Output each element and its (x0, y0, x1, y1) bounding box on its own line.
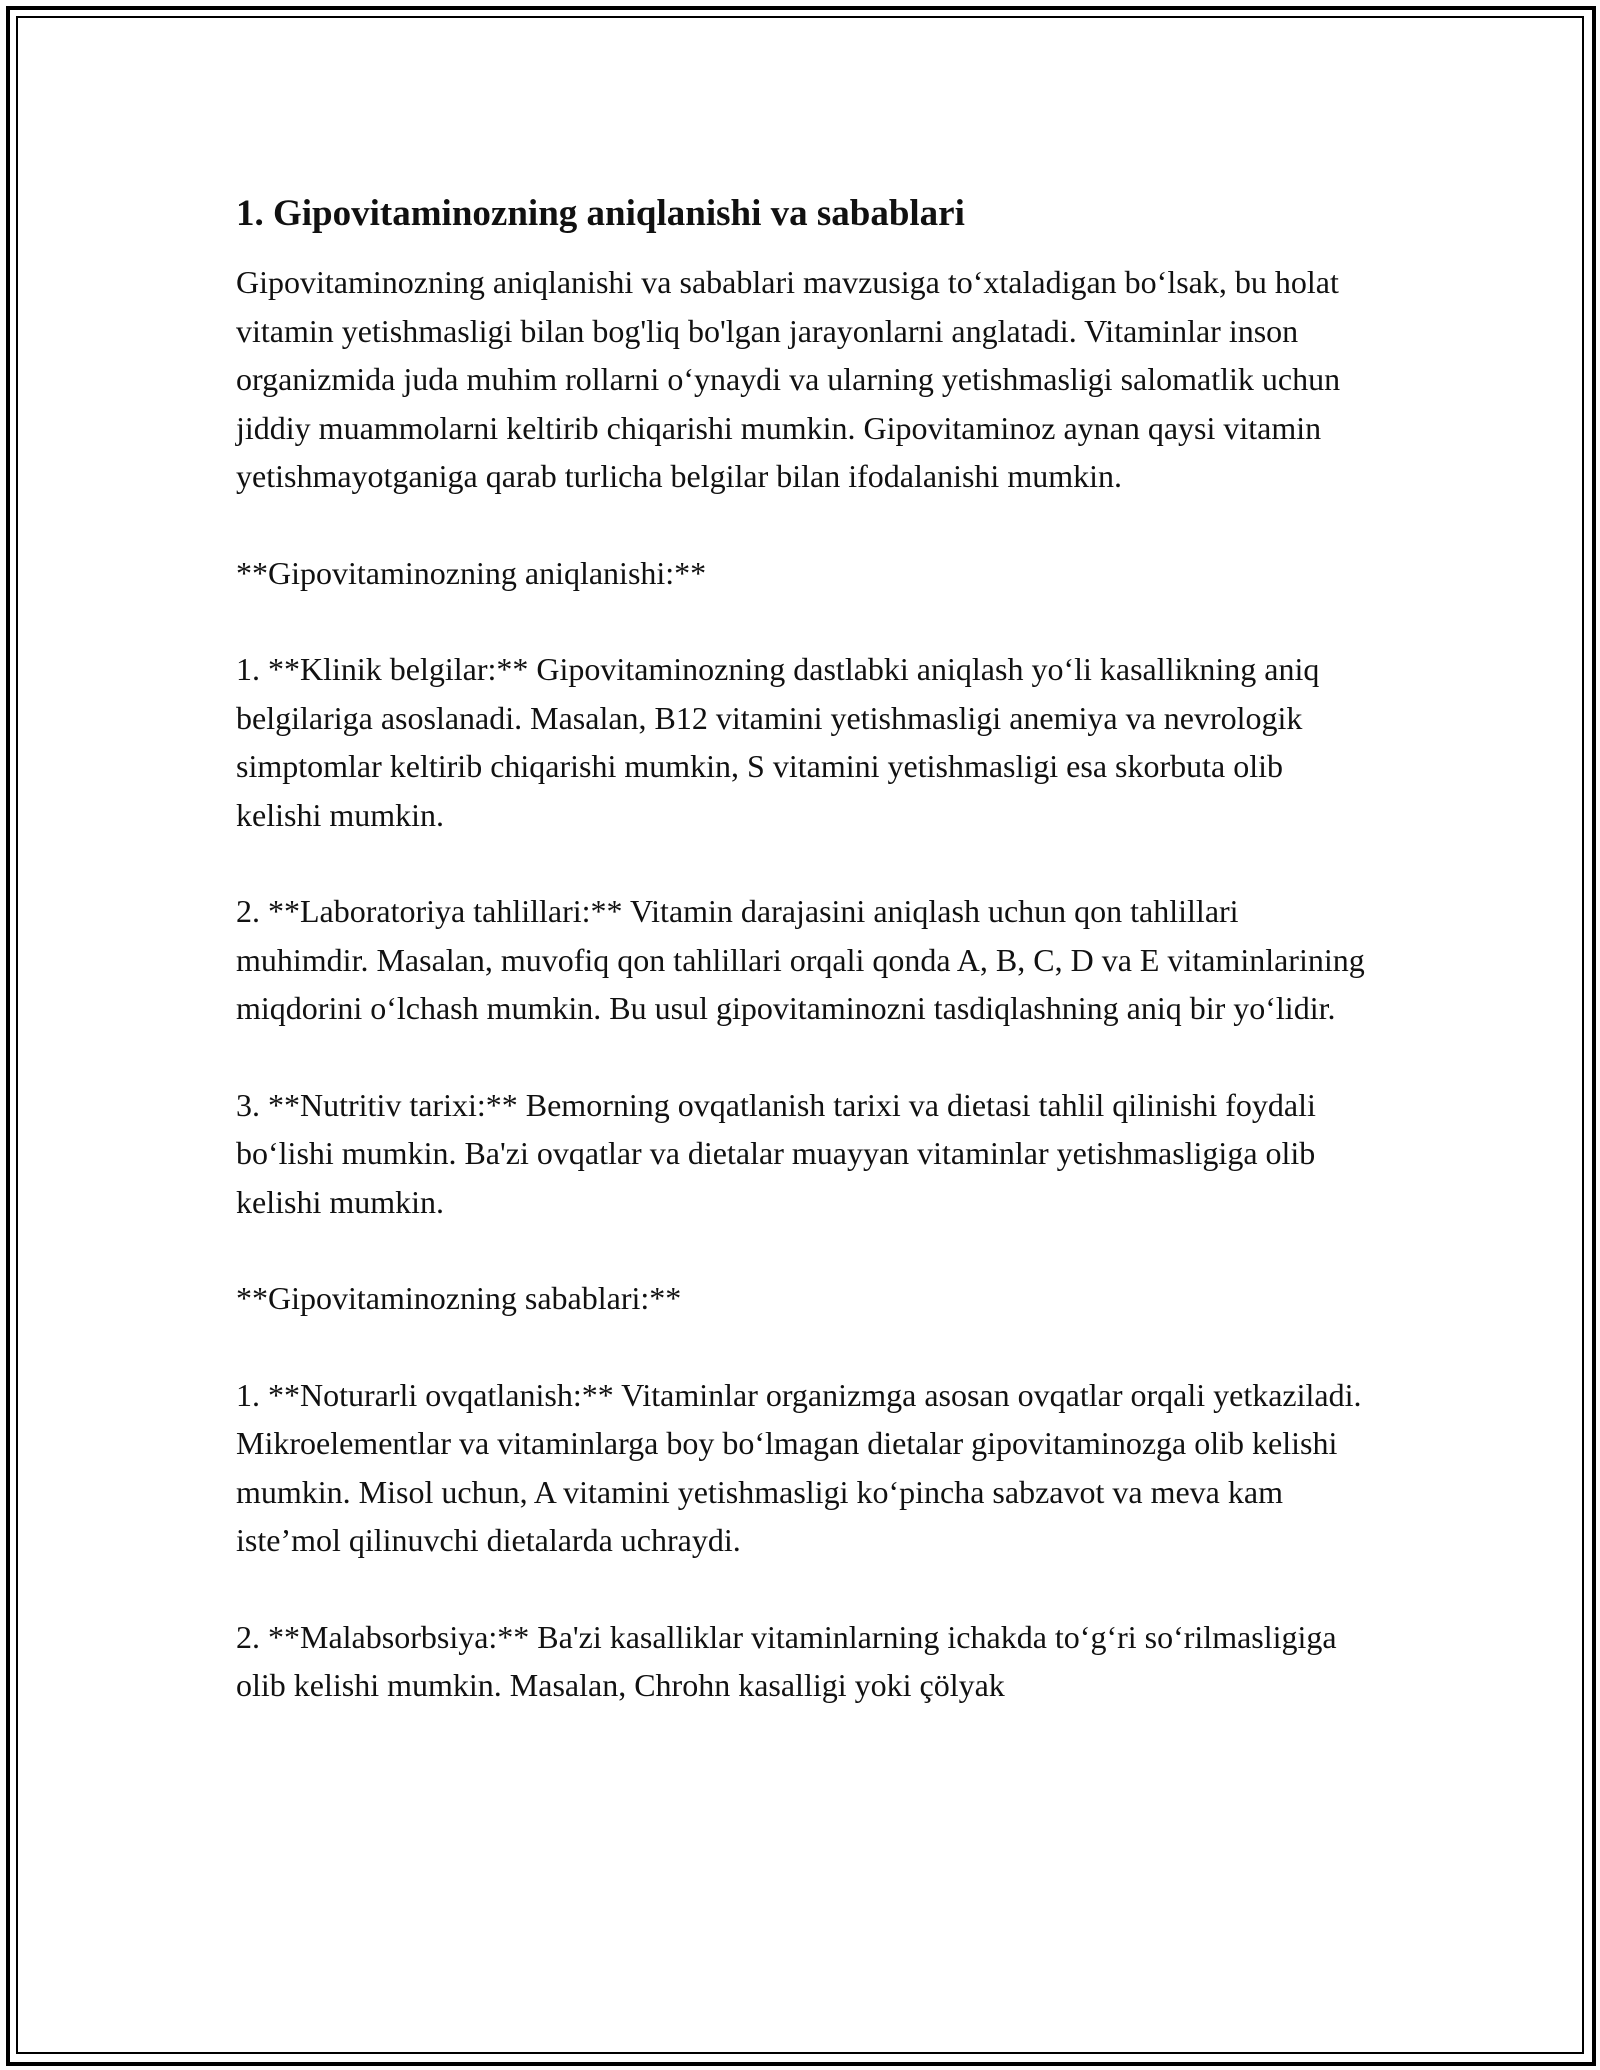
detection-item-clinical: 1. **Klinik belgilar:** Gipovitaminozning dastlabki aniqlash yo‘li kasallikning aniq belgilariga asoslanadi. Masalan, B12 vitamini yetishmasligi anemiya va nevrologik simptomlar keltirib chiqarishi mumkin, S vitamini yetishmasligi esa skorbuta olib kelishi mumkin. (236, 651, 1320, 833)
detection-item-laboratory: 2. **Laboratoriya tahlillari:** Vitamin darajasini aniqlash uchun qon tahlillari muhimdir. Masalan, muvofiq qon tahlillari orqali qonda A, B, C, D va E vitaminlarining miqdorini o‘lchash mumkin. Bu usul gipovitaminozni tasdiqlashning aniq bir yo‘lidir. (236, 893, 1365, 1026)
cause-item-malabsorption: 2. **Malabsorbsiya:** Ba'zi kasalliklar vitaminlarning ichakda to‘g‘ri so‘rilmasligiga olib kelishi mumkin. Masalan, Chrohn kasalligi yoki çölyak (236, 1618, 1337, 1703)
document-title: 1. Gipovitaminozning aniqlanishi va sabablari (236, 193, 965, 234)
cause-item-diet: 1. **Noturarli ovqatlanish:** Vitaminlar organizmga asosan ovqatlar orqali yetkaziladi. Mikroelementlar va vitaminlarga boy bo‘lmagan dietalar gipovitaminozga olib kelishi mumkin. Misol uchun, A vitamini yetishmasligi ko‘pincha sabzavot va meva kam iste’mol qilinuvchi dietalarda uchraydi. (236, 1376, 1362, 1558)
section-heading-detection: **Gipovitaminozning aniqlanishi:** (236, 554, 707, 591)
intro-paragraph: Gipovitaminozning aniqlanishi va sabablari mavzusiga to‘xtaladigan bo‘lsak, bu holat vitamin yetishmasligi bilan bog'liq bo'lgan jarayonlarni anglatadi. Vitaminlar inson organizmida juda muhim rollarni o‘ynaydi va ularning yetishmasligi salomatlik uchun jiddiy muammolarni keltirib chiqarishi mumkin. Gipovitaminoz aynan qaysi vitamin yetishmayotganiga qarab turlicha belgilar bilan ifodalanishi mumkin. (236, 264, 1341, 494)
section-heading-causes: **Gipovitaminozning sabablari:** (236, 1280, 682, 1316)
document-body (236, 188, 1376, 1758)
detection-item-nutrition: 3. **Nutritiv tarixi:** Bemorning ovqatlanish tarixi va dietasi tahlil qilinishi foydali bo‘lishi mumkin. Ba'zi ovqatlar va dietalar muayyan vitaminlar yetishmasligiga olib kelishi mumkin. (236, 1086, 1316, 1220)
